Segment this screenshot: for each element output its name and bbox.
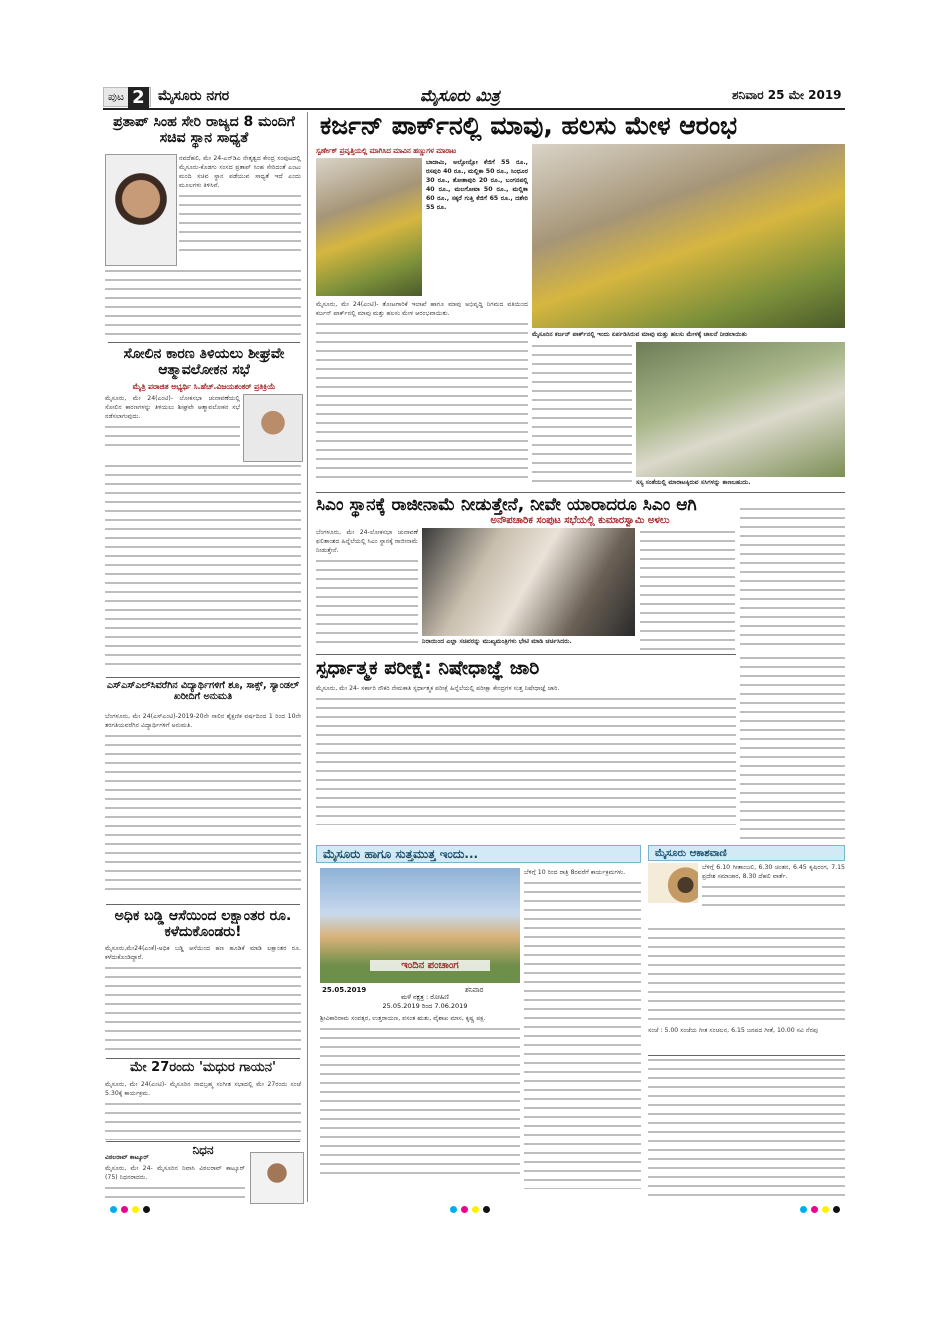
today-events: ಬೆಳಿಗ್ಗೆ 10 ರಿಂದ ರಾತ್ರಿ 8ರವರೆಗೆ ಕಾರ್ಯಕ್ರಮಗಳು. (524, 869, 626, 876)
mango-buyer-photo (316, 158, 422, 296)
cabinet-caption: ನಿರಾಯಿಂದ ಎಲ್ಲಾ ಸಚಿವರನ್ನು ಮುಖ್ಯಮಂತ್ರಿಗಳು ಭೇಟಿ ಮಾಡಿ ಚರ್ಚಿಸಿದರು. (422, 638, 572, 645)
story-text-lines (105, 462, 301, 672)
story-text-lines (740, 505, 845, 650)
story-text-lines (640, 528, 735, 650)
yellow-dot (822, 1206, 829, 1213)
cyan-dot (800, 1206, 807, 1213)
lead-headline: ಕರ್ಜನ್ ಪಾರ್ಕ್‌ನಲ್ಲಿ ಮಾವು, ಹಲಸು ಮೇಳ ಆರಂಭ (320, 111, 738, 140)
story-headline: ಪ್ರತಾಪ್ ಸಿಂಹ ಸೇರಿ ರಾಜ್ಯದ 8 ಮಂದಿಗೆ ಸಚಿವ ಸ್ಥಾನ ಸಾಧ್ಯತೆ (113, 114, 295, 147)
nakshatra-range: 25.05.2019 ರಿಂದ 7.06.2019 (382, 1002, 468, 1010)
nakshatra (380, 993, 470, 1011)
today-weekday: ಶನಿವಾರ (465, 986, 484, 994)
story-text-lines (532, 342, 632, 487)
story-text-lines (648, 925, 845, 1025)
story-body (105, 944, 301, 1054)
story-text-lines (740, 654, 845, 839)
story-text-lines (702, 883, 845, 913)
magenta-dot (121, 1206, 128, 1213)
radio-heading: ಮೈಸೂರು ಆಕಾಶವಾಣಿ (655, 847, 727, 859)
story-text-lines (316, 695, 736, 825)
story-text-lines (105, 732, 301, 892)
yellow-dot (132, 1206, 139, 1213)
newspaper-name: ಮೈಸೂರು ಮಿತ್ರ (420, 86, 500, 105)
today-banner (316, 845, 641, 863)
obituary-body (105, 1153, 245, 1203)
story-text-lines (105, 964, 301, 1054)
story-text-lines (316, 320, 528, 480)
story-text-lines (648, 1055, 845, 1196)
exam-story-body (316, 684, 736, 839)
pratap-simha-photo (105, 154, 177, 266)
story-body (179, 154, 301, 264)
yellow-dot (472, 1206, 479, 1213)
magenta-dot (811, 1206, 818, 1213)
column-divider (307, 112, 308, 1202)
mango-fair-caption: ಮೈಸೂರಿನ ಕರ್ಜನ್ ಪಾರ್ಕ್‌ನಲ್ಲಿ ಇಂದು ಏರ್ಪಡಿಸಿರುವ ಮಾವು ಮತ್ತು ಹಲಸು ಮೇಳಕ್ಕೆ ಚಾಲನೆ ನೀಡಲಾಯಿತು (532, 331, 747, 338)
obituary-name: ವಿಠಲರಾವ್ ಕಾಟ್ಕೂರ್ (105, 1154, 149, 1161)
story-lead: ಬೆಂಗಳೂರು, ಮೇ 24(ಎಸ್‌ಎಂಟಿ)-2019-20ನೇ ಸಾಲಿನ ಶೈಕ್ಷಣಿಕ ವರ್ಷದಿಂದ 1 ರಿಂದ 10ನೇ ತರಗತಿಯವರೆಗಿನ ವಿದ್ಯಾರ್ಥಿಗಳಿಗೆ ಅನುಮತಿ. (105, 713, 301, 729)
story-body (105, 1080, 301, 1140)
today-right-body (524, 868, 641, 1194)
print-registration-marks (450, 1206, 490, 1213)
cabinet-meeting-photo (422, 528, 635, 636)
radio-lead: ಬೆಳಿಗ್ಗೆ 6.10 ಗೀತಾಂಜಲಿ, 6.30 ಚಿಂತನ, 6.45 ಕೃಷಿರಂಗ, 7.15 ಪ್ರದೇಶ ಸಮಾಚಾರ, 8.30 ದೆಹಲಿ ವಾರ್ತೆ. (702, 864, 845, 880)
cm-deck: ಅನೌಪಚಾರಿಕ ಸಂಪುಟ ಸಭೆಯಲ್ಲಿ ಕುಮಾರಸ್ವಾಮಿ ಅಳಲು (490, 515, 670, 526)
story-lead: ಮೈಸೂರು, ಮೇ 24(ಎಂಟಿ)- ಮೈಸೂರಿನ ನಾದಬ್ರಹ್ಮ ಸಂಗೀತ ಸಭಾದಲ್ಲಿ ಮೇ 27ರಂದು ಸಂಜೆ 5.30ಕ್ಕೆ ಕಾರ್ಯಕ್ರಮ. (105, 1081, 301, 1097)
story-deck: ಮೈತ್ರಿ ಪರಾಜಿತ ಅಭ್ಯರ್ಥಿ ಸಿ.ಹೆಚ್.ವಿಜಯಶಂಕರ್ ಪ್ರತಿಕ್ರಿಯೆ (132, 382, 276, 391)
plant-sale-photo (636, 342, 845, 477)
mango-fair-photo (532, 144, 845, 328)
story-body (105, 394, 240, 454)
radio-banner (648, 845, 845, 861)
page-label: ಪುಟ (108, 90, 125, 103)
today-heading: ಮೈಸೂರು ಹಾಗೂ ಸುತ್ತಮುತ್ತ ಇಂದು... (323, 846, 479, 861)
mango-story-body (316, 300, 528, 485)
story-text-lines (105, 423, 240, 453)
story-text-lines (105, 1100, 301, 1140)
story-text-lines (524, 879, 641, 1189)
story-headline: ಅಧಿಕ ಬಡ್ಡಿ ಆಸೆಯಿಂದ ಲಕ್ಷಾಂತರ ರೂ. ಕಳೆದುಕೊಂಡರು! (106, 904, 300, 940)
today-lead: ಶ್ರೀವಿಕಾರಿನಾಮ ಸಂವತ್ಸರ, ಉತ್ತರಾಯಣ, ವಸಂತ ಋತು, ವೈಶಾಖ ಮಾಸ, ಕೃಷ್ಣ ಪಕ್ಷ. (320, 1015, 486, 1022)
story-text-lines (105, 267, 301, 337)
obituary-photo (250, 1152, 304, 1204)
vijayashankar-photo (243, 394, 303, 462)
obituary-lead: ಮೈಸೂರು, ಮೇ 24- ಮೈಸೂರಿನ ನಿವಾಸಿ ವಿಠಲರಾವ್ ಕಾಟ್ಕೂರ್ (75) ನಿಧನರಾದರು. (105, 1165, 245, 1181)
cm-story-body (316, 528, 418, 648)
black-dot (143, 1206, 150, 1213)
story-lead: ನವದೆಹಲಿ, ಮೇ 24-ಎನ್‌ಡಿಎ ನೇತೃತ್ವದ ಕೇಂದ್ರ ಸಂಪುಟದಲ್ಲಿ ಮೈಸೂರು-ಕೊಡಗು ಸಂಸದ ಪ್ರತಾಪ್ ಸಿಂಹ ಸೇರಿದಂತೆ ಎಂಟು ಮಂದಿ ಸಚಿವ ಸ್ಥಾನ ಪಡೆಯುವ ಸಾಧ್ಯತೆ ಇದೆ ಎಂದು ಮೂಲಗಳು ತಿಳಿಸಿವೆ. (179, 155, 301, 189)
story-headline: ಎಸ್‌ಎಸ್‌ಎಲ್‌ಸಿವರೆಗಿನ ವಿದ್ಯಾರ್ಥಿಗಳಿಗೆ ಶೂ, ಸಾಕ್ಸ್, ಸ್ಯಾಂಡಲ್ ಖರೀದಿಗೆ ಅನುಮತಿ (106, 677, 300, 703)
story-text-lines (105, 1184, 245, 1203)
obituary-heading: ನಿಧನ (106, 1141, 300, 1158)
radio-icon (648, 863, 698, 903)
cyan-dot (110, 1206, 117, 1213)
print-registration-marks (110, 1206, 150, 1213)
story-lead: ಮೈಸೂರು, ಮೇ 24(ಎಂಟಿ)- ಲೋಕಸಭಾ ಚುನಾವಣೆಯಲ್ಲಿ ಸೋಲಿನ ಕಾರಣಗಳನ್ನು ತಿಳಿಯಲು ಶೀಘ್ರವೇ ಆತ್ಮಾವಲೋಕನ ಸಭೆ ನಡೆಸಲಾಗುವುದು. (105, 395, 240, 420)
black-dot (833, 1206, 840, 1213)
magenta-dot (461, 1206, 468, 1213)
story-lead: ಮೈಸೂರು, ಮೇ 24(ಎಂಟಿ)- ತೋಟಗಾರಿಕೆ ಇಲಾಖೆ ಹಾಗೂ ಮಾವು ಅಭಿವೃದ್ಧಿ ನಿಗಮದ ವತಿಯಿಂದ ಕರ್ಜನ್ ಪಾರ್ಕ್‌ನಲ್ಲಿ ಮಾವು ಮತ್ತು ಹಲಸು ಮೇಳ ಆರಂಭವಾಯಿತು. (316, 301, 528, 317)
story-lead: ಮೈಸೂರು, ಮೇ 24- ಸರ್ಕಾರಿ ನೌಕರಿ ನೇಮಕಾತಿ ಸ್ಪರ್ಧಾತ್ಮಕ ಪರೀಕ್ಷೆ ಹಿನ್ನೆಲೆಯಲ್ಲಿ ಪರೀಕ್ಷಾ ಕೇಂದ್ರಗಳ ಸುತ್ತ ನಿಷೇಧಾಜ್ಞೆ ಜಾರಿ. (316, 685, 560, 692)
exam-headline: ಸ್ಪರ್ಧಾತ್ಮಕ ಪರೀಕ್ಷೆ: ನಿಷೇಧಾಜ್ಞೆ ಜಾರಿ (316, 654, 736, 680)
panchanga-heading: ಇಂದಿನ ಪಂಚಾಂಗ (370, 960, 490, 971)
story-text-lines (316, 557, 418, 647)
plant-sale-caption: ಸಸ್ಯ ಸಂತೆಯಲ್ಲಿ ಮಾರಾಟಕ್ಕಿರುವ ಸಸಿಗಳನ್ನು ಕಾಣಬಹುದು. (636, 479, 751, 486)
today-left-body (320, 1014, 520, 1194)
story-text-lines (179, 192, 301, 252)
masthead-rule (103, 108, 845, 110)
story-lead: ಮೈಸೂರು,ಮೇ24(ಎಂಕೆ)-ಅಧಿಕ ಬಡ್ಡಿ ಆಸೆಯಿಂದ ಹಣ ಹೂಡಿಕೆ ಮಾಡಿ ಲಕ್ಷಾಂತರ ರೂ. ಕಳೆದುಕೊಂಡಿದ್ದಾರೆ. (105, 945, 301, 961)
today-date: 25.05.2019 (322, 986, 367, 994)
issue-date: ಶನಿವಾರ 25 ಮೇ 2019 (732, 88, 842, 102)
story-headline: ಸೋಲಿನ ಕಾರಣ ತಿಳಿಯಲು ಶೀಘ್ರವೇ ಆತ್ಮಾವಲೋಕನ ಸಭೆ (108, 342, 300, 378)
black-dot (483, 1206, 490, 1213)
story-body (105, 712, 301, 897)
left-column (103, 112, 303, 1167)
story-lead: ಬೆಂಗಳೂರು, ಮೇ 24-ಲೋಕಸಭಾ ಚುನಾವಣೆ ಫಲಿತಾಂಶದ ಹಿನ್ನೆಲೆಯಲ್ಲಿ ಸಿಎಂ ಸ್ಥಾನಕ್ಕೆ ರಾಜೀನಾಮೆ ನೀಡುತ್ತೇನೆ. (316, 529, 418, 554)
cm-headline: ಸಿಎಂ ಸ್ಥಾನಕ್ಕೆ ರಾಜೀನಾಮೆ ನೀಡುತ್ತೇನೆ, ನೀವೇ ಯಾರಾದರೂ ಸಿಎಂ ಆಗಿ (316, 492, 845, 516)
story-headline: ಮೇ 27ರಂದು 'ಮಧುರ ಗಾಯನ' (106, 1058, 300, 1076)
story-text-lines (320, 1025, 520, 1180)
print-registration-marks (800, 1206, 840, 1213)
lead-deck: ಸ್ವರ್ಣೇಕ್ ಪ್ರವೃತ್ತಿಯಲ್ಲಿ ಮಾಗಿಸಿದ ಮಾವಿನ ಹಣ್ಣುಗಳ ಮಾರಾಟ (316, 147, 457, 155)
page-number-box (103, 87, 151, 107)
mango-price-list: ಬಾದಾಮಿ, ಅಲ್ಫೋನ್ಸೋ ಕೆಜಿಗೆ 55 ರೂ., ರಸಪುರಿ 40 ರೂ., ಮಲ್ಲಿಕಾ 50 ರೂ., ಸಿಂಧೂರ 30 ರೂ., ತೋತಾಪುರಿ 20 ರೂ., ಬಂಗನಪಲ್ಲಿ 40 ರೂ., ಮಲಗೋವಾ 50 ರೂ., ಮಲ್ಲಿಕಾ 60 ರೂ., ಸಕ್ಕರೆ ಗುತ್ತಿ ಕೆಜಿಗೆ 65 ರೂ., ದಶೇರಿ 55 ರೂ. (426, 159, 528, 211)
nakshatra-label: ಮಳೆ ನಕ್ಷತ್ರ : ರೋಹಿಣಿ (401, 993, 449, 1001)
page-number: 2 (128, 87, 149, 108)
radio-evening: ಸಂಜೆ : 5.00 ಸಂಜೆಯ ಗೀತ ಸಂಚಲನ, 6.15 ಜನಪದ ಗೀತೆ, 10.00 ಸವಿ ನೆನಪು (648, 1027, 819, 1034)
cyan-dot (450, 1206, 457, 1213)
radio-body (702, 863, 845, 923)
section-title: ಮೈಸೂರು ನಗರ (158, 88, 230, 104)
